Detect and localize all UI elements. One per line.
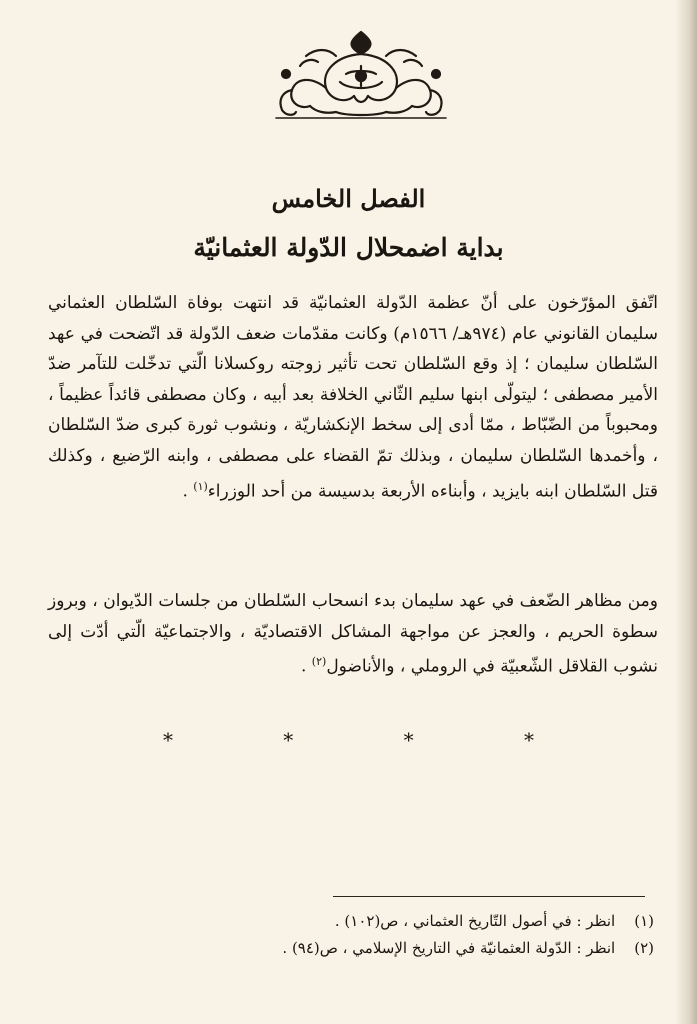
footnote-item (160, 935, 654, 962)
footnote-item (160, 908, 654, 935)
footnote-number: (٢) (634, 939, 654, 957)
section-break: * * * * (162, 728, 587, 752)
footnote-text: انظر : في أصول التّاريخ العثماني ، ص(١٠٢) . (334, 912, 616, 930)
paragraph-end: . (300, 656, 312, 677)
paragraph-end: . (182, 481, 194, 502)
chapter-label: الفصل الخامس (271, 184, 426, 213)
ornament-icon (266, 26, 456, 126)
paragraph-text: اتّفق المؤرّخون على أنّ عظمة الدّولة العثمانيّة قد انتهت بوفاة السّلطان العثماني سليمان القانوني عام (٩٧٤هـ/ ١٥٦٦م) وكانت مقدّمات ضعف الدّولة قد اتّضحت في عهد السّلطان سليمان ؛ إذ وقع السّلطان تحت تأثير زوجته روكسلانا الّتي تدخّلت للتآمر ضدّ الأمير مصطفى ؛ ليتولّى ابنها سليم الثّاني الخلافة بعد أبيه ، وكان مصطفى قائداً عظيماً ، ومحبوباً من الضّبّاط ، ممّا أدى إلى سخط الإنكشاريّة ، ونشوب ثورة كبرى ضدّ السّلطان ، وأخمدها السّلطان سليمان ، وبذلك تمّ القضاء على مصطفى ، وابنه الرّضيع ، وكذلك قتل السّلطان ابنه بايزيد ، وأبناءه الأربعة بدسيسة من أحد الوزراء (48, 293, 658, 502)
chapter-title: بداية اضمحلال الدّولة العثمانيّة (193, 233, 504, 262)
footnote-number: (١) (634, 912, 654, 930)
paragraph-2 (48, 586, 658, 682)
paragraph-1 (48, 288, 658, 507)
footnotes (160, 908, 654, 962)
footnote-reference: (١) (193, 479, 208, 493)
footnote-divider (333, 896, 645, 897)
footnote-reference: (٢) (311, 655, 327, 669)
page-edge-shadow (675, 0, 697, 1024)
footnote-text: انظر : الدّولة العثمانيّة في التاريخ الإسلامي ، ص(٩٤) . (282, 939, 616, 957)
paragraph-text: ومن مظاهر الضّعف في عهد سليمان بدء انسحاب السّلطان من جلسات الدّيوان ، وبروز سطوة الحريم ، والعجز عن مواجهة المشاكل الاقتصاديّة ، والاجتماعيّة الّتي أدّت إلى نشوب القلاقل الشّعبيّة في الروملي ، والأناضول (48, 591, 658, 677)
